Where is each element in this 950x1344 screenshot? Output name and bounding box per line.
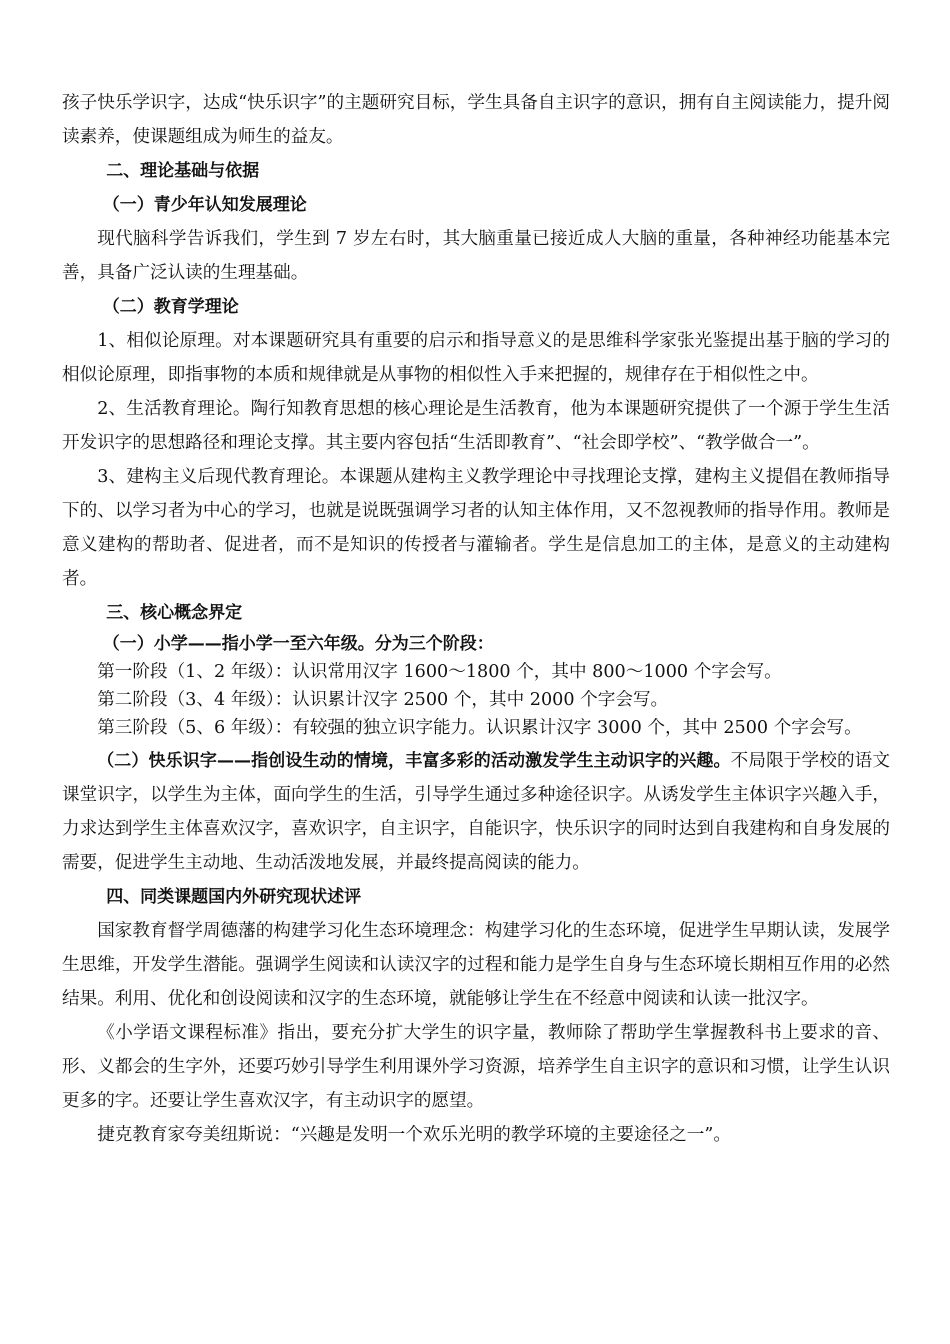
happy-literacy-definition: （二）快乐识字——指创设生动的情境，丰富多彩的活动激发学生主动识字的兴趣。 xyxy=(97,751,731,771)
review-paragraph-1: 国家教育督学周德藩的构建学习化生态环境理念：构建学习化的生态环境，促进学生早期认读，发展学生思维，开发学生潜能。强调学生阅读和认读汉字的过程和能力是学生自身与生态环境长期相互作用的必然结果。利用、优化和创设阅读和汉字的生态环境，就能够让学生在不经意中阅读和认读一批汉字。 xyxy=(62,921,890,1009)
section-heading-concepts: 三、核心概念界定 xyxy=(106,603,243,623)
stage-1-line: 第一阶段（1、2 年级）：认识常用汉字 1600～1800 个，其中 800～1000 个字会写。 xyxy=(97,662,782,682)
review-paragraph-2: 《小学语文课程标准》指出，要充分扩大学生的识字量，教师除了帮助学生掌握教科书上要求的音、形、义都会的生字外，还要巧妙引导学生利用课外学习资源，培养学生自主识字的意识和习惯，让学生认识更多的字。还要让学生喜欢汉字，有主动识字的愿望。 xyxy=(62,1023,890,1111)
stage-3-line: 第三阶段（5、6 年级）：有较强的独立识字能力。认识累计汉字 3000 个，其中 2500 个字会写。 xyxy=(97,718,862,738)
similarity-theory-paragraph: 1、相似论原理。对本课题研究具有重要的启示和指导意义的是思维科学家张光鉴提出基于脑的学习的相似论原理，即指事物的本质和规律就是从事物的相似性入手来把握的，规律存在于相似性之中。 xyxy=(62,331,890,385)
document-body xyxy=(62,86,890,1152)
subsection-heading-primary: （一）小学——指小学一至六年级。分为三个阶段： xyxy=(102,634,494,654)
section-heading-review: 四、同类课题国内外研究现状述评 xyxy=(106,887,362,907)
subsection-heading-pedagogy: （二）教育学理论 xyxy=(102,297,239,317)
review-paragraph-3: 捷克教育家夸美纽斯说：“兴趣是发明一个欢乐光明的教学环境的主要途径之一”。 xyxy=(97,1125,731,1145)
intro-paragraph: 孩子快乐学识字，达成“快乐识字”的主题研究目标，学生具备自主识字的意识，拥有自主阅读能力，提升阅读素养，使课题组成为师生的益友。 xyxy=(62,93,890,147)
constructivism-paragraph: 3、建构主义后现代教育理论。本课题从建构主义教学理论中寻找理论支撑，建构主义提倡在教师指导下的、以学习者为中心的学习，也就是说既强调学习者的认知主体作用，又不忽视教师的指导作用。教师是意义建构的帮助者、促进者，而不是知识的传授者与灌输者。学生是信息加工的主体，是意义的主动建构者。 xyxy=(62,467,890,589)
stage-2-line: 第二阶段（3、4 年级）：认识累计汉字 2500 个，其中 2000 个字会写。 xyxy=(97,690,669,710)
section-heading-theory: 二、理论基础与依据 xyxy=(106,161,260,181)
happy-literacy-paragraph xyxy=(62,744,890,880)
life-education-paragraph: 2、生活教育理论。陶行知教育思想的核心理论是生活教育，他为本课题研究提供了一个源于学生生活开发识字的思想路径和理论支撑。其主要内容包括“生活即教育”、“社会即学校”、“教学做合一”。 xyxy=(62,399,890,453)
subsection-heading-cognitive: （一）青少年认知发展理论 xyxy=(102,195,307,215)
happy-literacy-description: 不局限于学校的语文课堂识字，以学生为主体，面向学生的生活，引导学生通过多种途径识字。从诱发学生主体识字兴趣入手，力求达到学生主体喜欢汉字，喜欢识字，自主识字，自能识字，快乐识字的同时达到自我建构和自身发展的需要，促进学生主动地、生动活泼地发展，并最终提高阅读的能力。 xyxy=(62,751,890,873)
cognitive-paragraph: 现代脑科学告诉我们，学生到 7 岁左右时，其大脑重量已接近成人大脑的重量，各种神经功能基本完善，具备广泛认读的生理基础。 xyxy=(62,229,890,283)
